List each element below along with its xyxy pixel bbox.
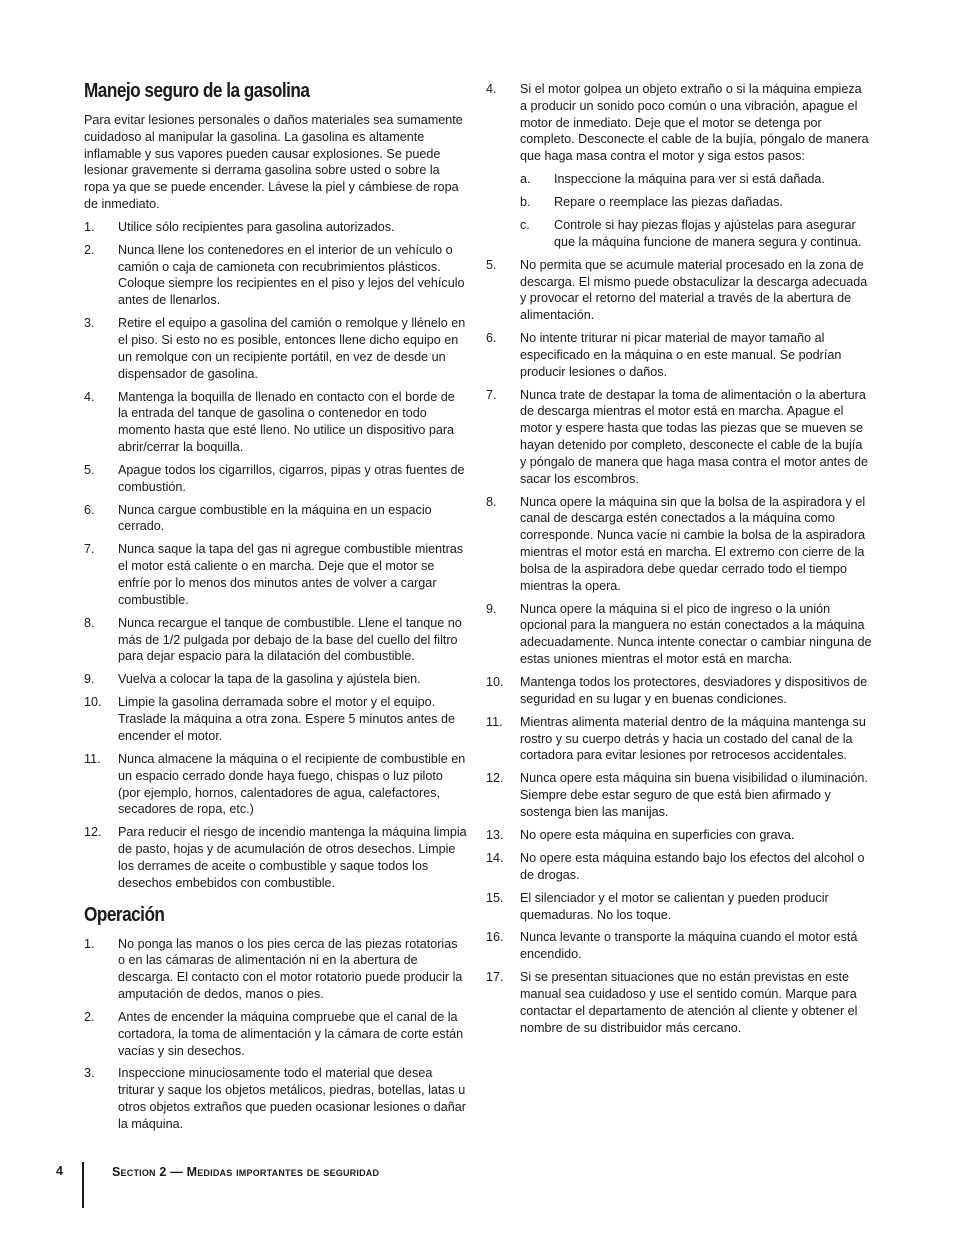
list-item-number: 3. [84,316,95,331]
list-item [84,541,468,608]
list-item-number: 5. [486,257,497,272]
list-item-text: Utilice sólo recipientes para gasolina autorizados. [118,219,395,234]
list-item [486,330,872,380]
list-item-number: 14. [486,850,504,865]
list-item-number: 1. [84,936,95,951]
list-item-text: Antes de encender la máquina compruebe que el canal de la cortadora, la toma de alimentación y la cámara de corte están vacías y sin desechos. [118,1009,464,1058]
sub-list-item-text: Repare o reemplace las piezas dañadas. [554,194,783,209]
list-item-text: Nunca llene los contenedores en el interior de un vehículo o camión o caja de camioneta con recubrimientos plásticos. Coloque siempre los recipientes en el piso y lejos del vehículo antes de llenarlos. [118,242,465,308]
list-item [486,850,872,884]
list-item [84,615,468,665]
list-item-text: El silenciador y el motor se calientan y pueden producir quemaduras. No los toque. [520,890,829,922]
heading-operacion: Operación [84,903,165,926]
list-item-text: Nunca opere la máquina sin que la bolsa de la aspiradora y el canal de descarga estén conectados a la máquina como corresponde. Nunca vacíe ni cambie la bolsa de la aspiradora mientras el motor está en marcha. El extremo con cierre de la bolsa de la aspiradora debe quedar cerrado todo el tiempo mientras la opera. [520,494,866,593]
list-item [84,751,468,818]
sub-list-item [520,171,872,188]
list-item-number: 15. [486,890,504,905]
list-item-number: 10. [486,675,504,689]
list-item-text: Mantenga la boquilla de llenado en contacto con el borde de la entrada del tanque de gasolina o contenedor en todo momento hasta que esté lleno. No utilice un dispositivo para abrir/cerrar la boquilla. [118,389,455,454]
list-item-number: 10. [84,695,102,710]
list-item-text: Nunca recargue el tanque de combustible. Llene el tanque no más de 1/2 pulgada por debajo de la base del cuello del filtro para dejar espacio para la dilatación del combustible. [118,615,462,664]
list-item-number: 2. [84,1009,95,1024]
list-item-number: 2. [84,242,95,257]
list-item-text: No intente triturar ni picar material de mayor tamaño al especificado en la máquina o en este manual. Se podrían producir lesiones o daños. [520,331,842,379]
list-item-number: 5. [84,462,95,477]
sub-list-item [520,194,872,211]
list-item-number: 16. [486,930,504,945]
sub-list-item-text: Controle si hay piezas flojas y ajústelas para asegurar que la máquina funcione de manera segura y continua. [554,217,862,249]
heading-manejo-gasolina: Manejo seguro de la gasolina [84,80,310,102]
footer-divider [82,1162,84,1208]
footer-section-title: Section 2 — Medidas importantes de seguridad [112,1165,380,1179]
operacion-list-part2 [486,81,872,1036]
operacion-list-part1 [84,936,468,1133]
list-item-number: 6. [486,331,497,346]
list-item-text: Limpie la gasolina derramada sobre el motor y el equipo. Traslade la máquina a otra zona. Espere 5 minutos antes de encender el motor. [118,695,455,743]
list-item-text: Si el motor golpea un objeto extraño o si la máquina empieza a producir un sonido poco común o una vibración, apague el motor de inmediato. Deje que el motor se detenga por completo. Desconecte el cable de la bujía, póngalo de manera que haga masa contra el motor y siga estos pasos: [520,82,869,164]
gasolina-list [84,219,468,892]
list-item-number: 1. [84,219,95,234]
sub-list-item-letter: c. [520,217,530,232]
sub-list-item-text: Inspeccione la máquina para ver si está dañada. [554,171,825,186]
list-item-number: 17. [486,970,504,985]
list-item-number: 7. [84,542,95,557]
list-item [486,674,872,708]
list-item-number: 8. [486,494,497,509]
list-item-number: 13. [486,827,504,842]
list-item-number: 12. [486,771,504,786]
list-item [84,242,468,309]
list-item [84,462,468,496]
list-item [486,929,872,963]
list-item-number: 11. [486,714,503,729]
list-item [84,694,468,744]
list-item-number: 9. [486,601,497,616]
left-column [84,78,468,1139]
list-item [84,671,468,688]
sub-list-item [520,217,872,251]
list-item [486,494,872,595]
list-item-text: No opere esta máquina en superficies con grava. [520,827,795,842]
list-item-text: Para reducir el riesgo de incendio mantenga la máquina limpia de pasto, hojas y de acumulación de otros desechos. Limpie los derrames de aceite o combustible y saque todos los desechos embebidos con combustible. [118,825,467,890]
list-item-number: 3. [84,1066,95,1081]
list-item [486,890,872,924]
list-item-text: Mantenga todos los protectores, desviadores y dispositivos de seguridad en su lugar y en buenas condiciones. [520,675,868,706]
list-item-text: Mientras alimenta material dentro de la máquina mantenga su rostro y su cuerpo detrás y hacia un costado del canal de la cortadora para evitar lesiones por retrocesos accidentales. [520,714,866,763]
list-item [486,827,872,844]
list-item-number: 12. [84,825,102,840]
list-item [486,969,872,1036]
sub-list-item-letter: a. [520,171,531,186]
list-item [486,387,872,488]
right-column [486,81,872,1043]
list-item-text: No ponga las manos o los pies cerca de las piezas rotatorias o en las cámaras de alimentación ni en la abertura de descarga. El contacto con el motor rotatorio puede producir la amputación de dedos, manos o pies. [118,936,463,1001]
list-item-text: No permita que se acumule material procesado en la zona de descarga. El mismo puede obstaculizar la descarga adecuada y provocar el retorno del material a través de la abertura de alimentación. [520,257,868,323]
list-item-text: Vuelva a colocar la tapa de la gasolina y ajústela bien. [118,672,421,687]
sub-list-item-letter: b. [520,194,531,209]
list-item [486,714,872,764]
list-item [486,257,872,324]
list-item-number: 4. [486,82,497,96]
list-item [486,770,872,820]
list-item [84,389,468,456]
list-item-text: Apague todos los cigarrillos, cigarros, pipas y otras fuentes de combustión. [118,462,465,494]
list-item [84,936,468,1003]
list-item-text: Nunca almacene la máquina o el recipiente de combustible en un espacio cerrado donde haya fuego, chispas o luz piloto (por ejemplo, hornos, calentadores de agua, calefactores, secadores de ropa, etc.) [118,751,466,817]
list-item-text: Nunca cargue combustible en la máquina en un espacio cerrado. [118,502,432,534]
list-item [84,502,468,536]
list-item [84,824,468,891]
list-item-number: 7. [486,387,497,402]
list-item-number: 4. [84,389,95,404]
list-item-text: No opere esta máquina estando bajo los efectos del alcohol o de drogas. [520,850,865,882]
list-item-number: 8. [84,615,95,630]
list-item-text: Inspeccione minuciosamente todo el material que desea triturar y saque los objetos metálicos, piedras, botellas, latas u otros objetos extraños que pueden ocasionar lesiones o dañar la máquina. [118,1066,466,1131]
list-item [84,219,468,236]
list-item-text: Retire el equipo a gasolina del camión o remolque y llénelo en el piso. Si esto no es posible, entonces llene dicho equipo en un remolque con un recipiente portátil, en vez de desde un dispensador de gasolina. [118,316,466,381]
list-item [84,1065,468,1132]
list-item-text: Nunca saque la tapa del gas ni agregue combustible mientras el motor está caliente o en marcha. Deje que el motor se enfríe por lo menos dos minutos antes de volver a cargar combustible. [118,542,464,607]
list-item-text: Nunca opere la máquina si el pico de ingreso o la unión opcional para la manguera no están conectados a la máquina adecuadamente. Nunca intente conectar o cambiar ninguna de estas uniones mientras el motor está en marcha. [520,601,872,667]
list-item [84,1009,468,1059]
list-item-number: 11. [84,751,101,766]
list-item [486,81,872,251]
list-item-text: Nunca levante o transporte la máquina cuando el motor está encendido. [520,930,858,962]
list-item [486,601,872,668]
intro-paragraph: Para evitar lesiones personales o daños materiales sea sumamente cuidadoso al manipular la gasolina. La gasolina es altamente inflamable y sus vapores pueden causar explosiones. Se puede lesionar gravemente si derrama gasolina sobre usted o sobre la ropa ya que se puede encender. Lávese la piel y cámbiese de ropa de inmediato. [84,113,463,211]
list-item-text: Nunca opere esta máquina sin buena visibilidad o iluminación. Siempre debe estar seguro de que está bien afirmado y sostenga bien las manijas. [520,771,868,819]
sub-list [520,171,872,251]
page-number: 4 [56,1164,63,1178]
list-item-number: 9. [84,672,95,687]
list-item-text: Si se presentan situaciones que no están previstas en este manual sea cuidadoso y use el sentido común. Marque para contactar el departamento de atención al cliente y obtener el nombre de su distribuidor más cercano. [520,970,858,1035]
list-item-text: Nunca trate de destapar la toma de alimentación o la abertura de descarga mientras el motor está en marcha. Apague el motor y espere hasta que todas las piezas que se mueven se hayan detenido por completo, desconecte el cable de la bujía y póngalo de manera que haga masa contra el motor antes de sacar los escombros. [520,387,868,486]
list-item-number: 6. [84,502,95,517]
list-item [84,315,468,382]
